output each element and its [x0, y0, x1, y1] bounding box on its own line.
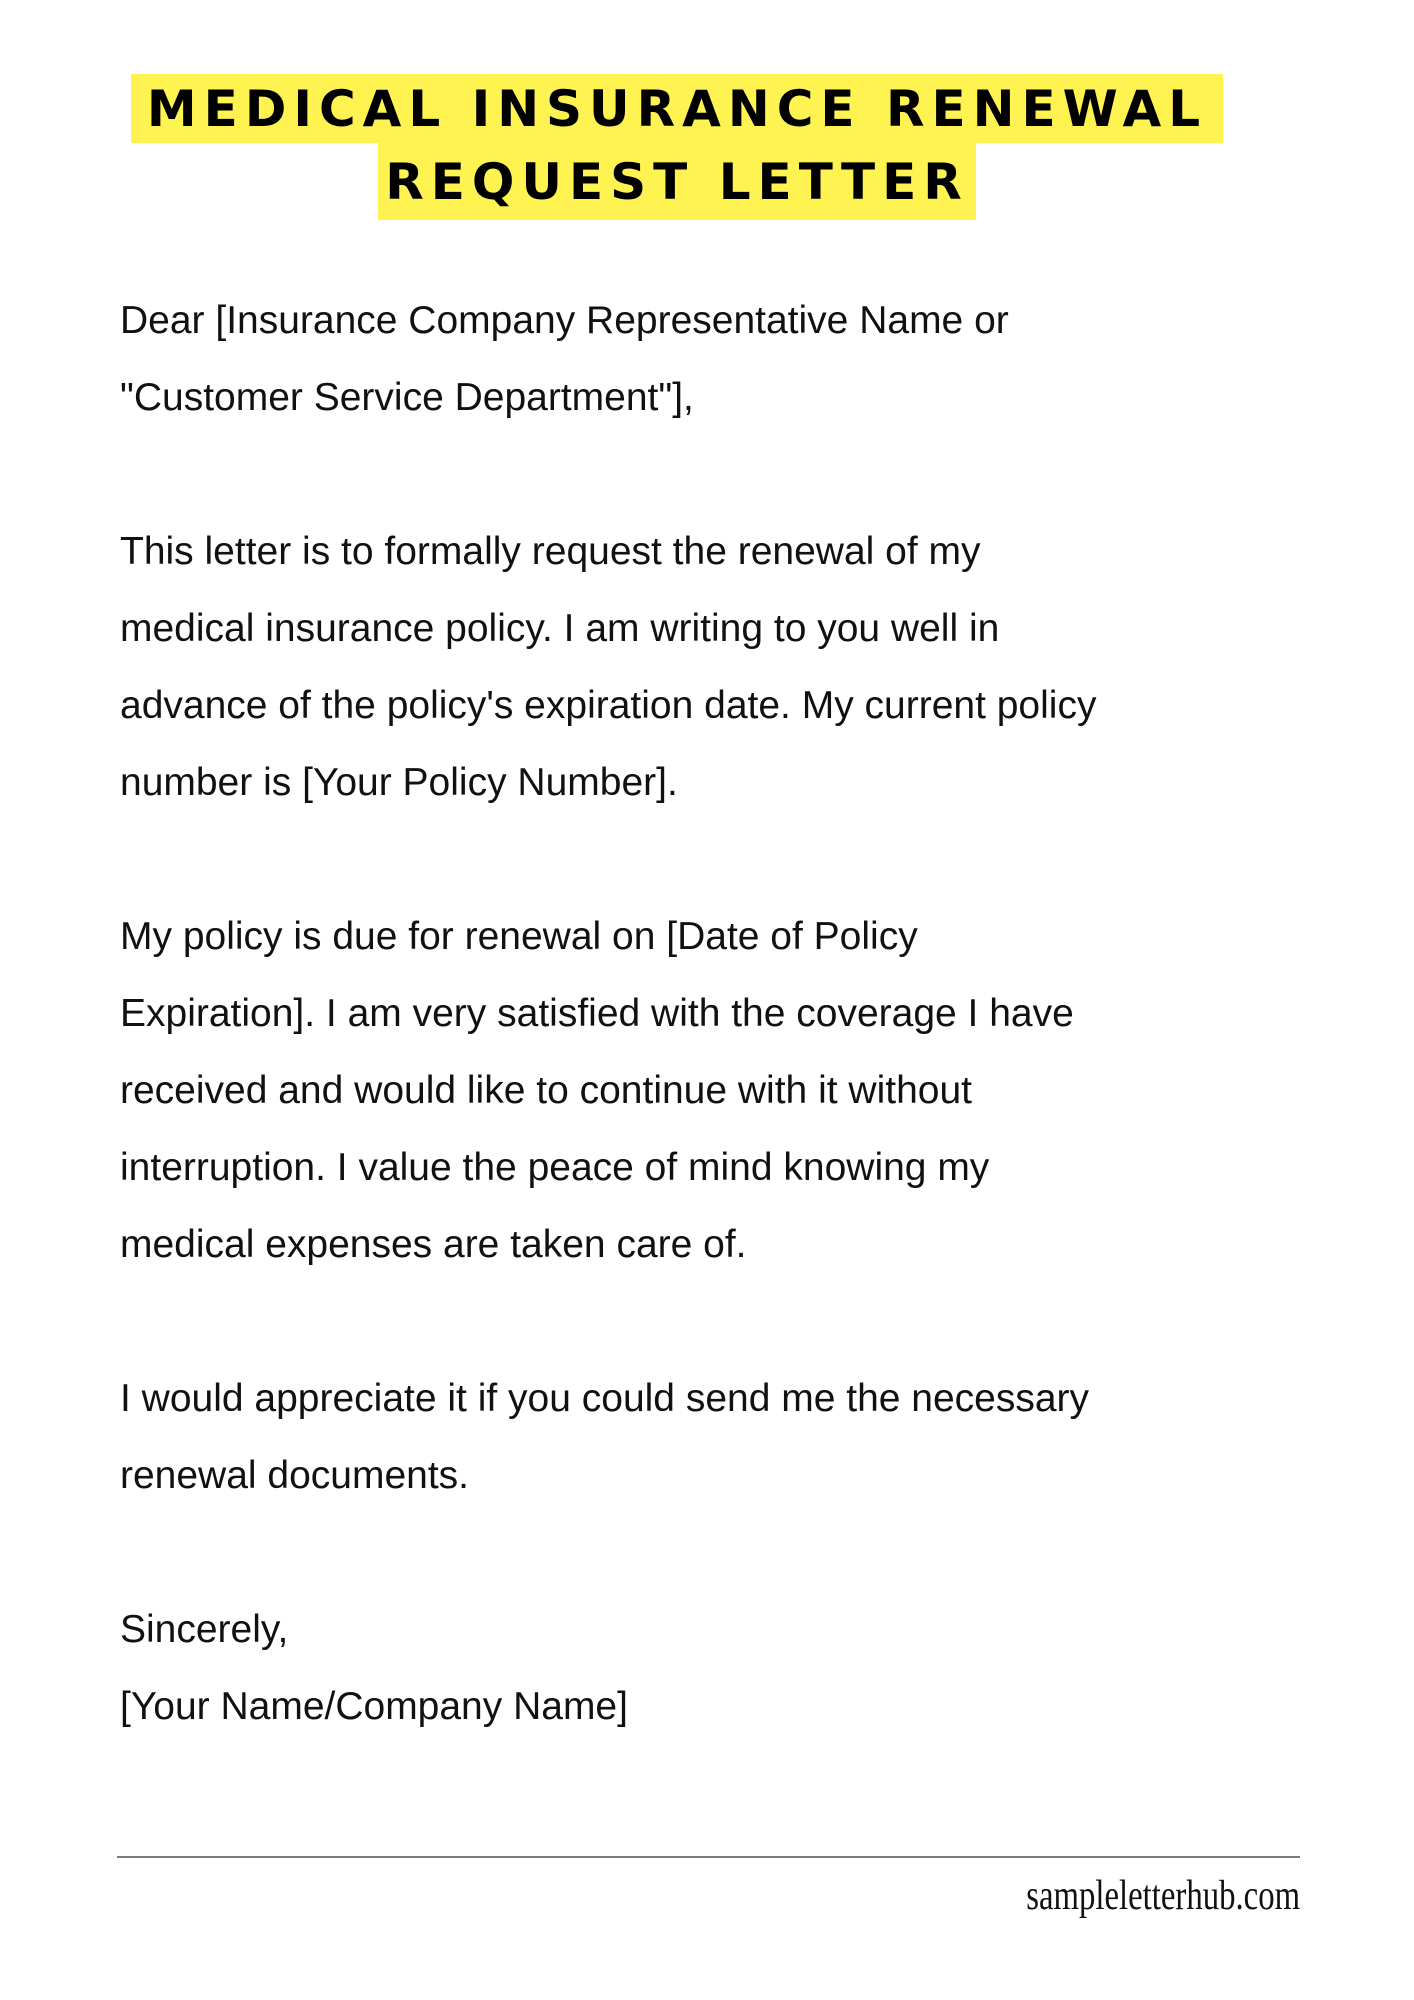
paragraph-line: medical insurance policy. I am writing to you well in	[120, 607, 1000, 650]
letter-body	[120, 282, 1360, 1745]
paragraph-line: I would appreciate it if you could send me the necessary	[120, 1377, 1090, 1420]
closing-line: Sincerely,	[120, 1608, 289, 1651]
salutation	[120, 282, 1360, 436]
paragraph-documents-request	[120, 1360, 1360, 1514]
paragraph-line: medical expenses are taken care of.	[120, 1223, 747, 1266]
footer-website: sampleletterhub.com	[1026, 1873, 1300, 1919]
paragraph-line: interruption. I value the peace of mind knowing my	[120, 1146, 990, 1189]
paragraph-line: Expiration]. I am very satisfied with the coverage I have	[120, 992, 1074, 1035]
title-line-1: MEDICAL INSURANCE RENEWAL	[131, 74, 1223, 143]
closing-signature	[120, 1591, 1360, 1745]
paragraph-line: number is [Your Policy Number].	[120, 761, 678, 804]
salutation-line: Dear [Insurance Company Representative Name or	[120, 299, 1009, 342]
title-line-2: REQUEST LETTER	[378, 143, 976, 220]
footer-divider	[117, 1856, 1300, 1858]
paragraph-line: received and would like to continue with it without	[120, 1069, 972, 1112]
signature-line: [Your Name/Company Name]	[120, 1685, 628, 1728]
paragraph-line: My policy is due for renewal on [Date of Policy	[120, 915, 918, 958]
paragraph-line: advance of the policy's expiration date. My current policy	[120, 684, 1097, 727]
paragraph-satisfaction	[120, 898, 1360, 1283]
paragraph-line: renewal documents.	[120, 1454, 470, 1497]
paragraph-line: This letter is to formally request the renewal of my	[120, 530, 981, 573]
paragraph-renewal-request	[120, 513, 1360, 821]
salutation-line: "Customer Service Department"],	[120, 376, 694, 419]
